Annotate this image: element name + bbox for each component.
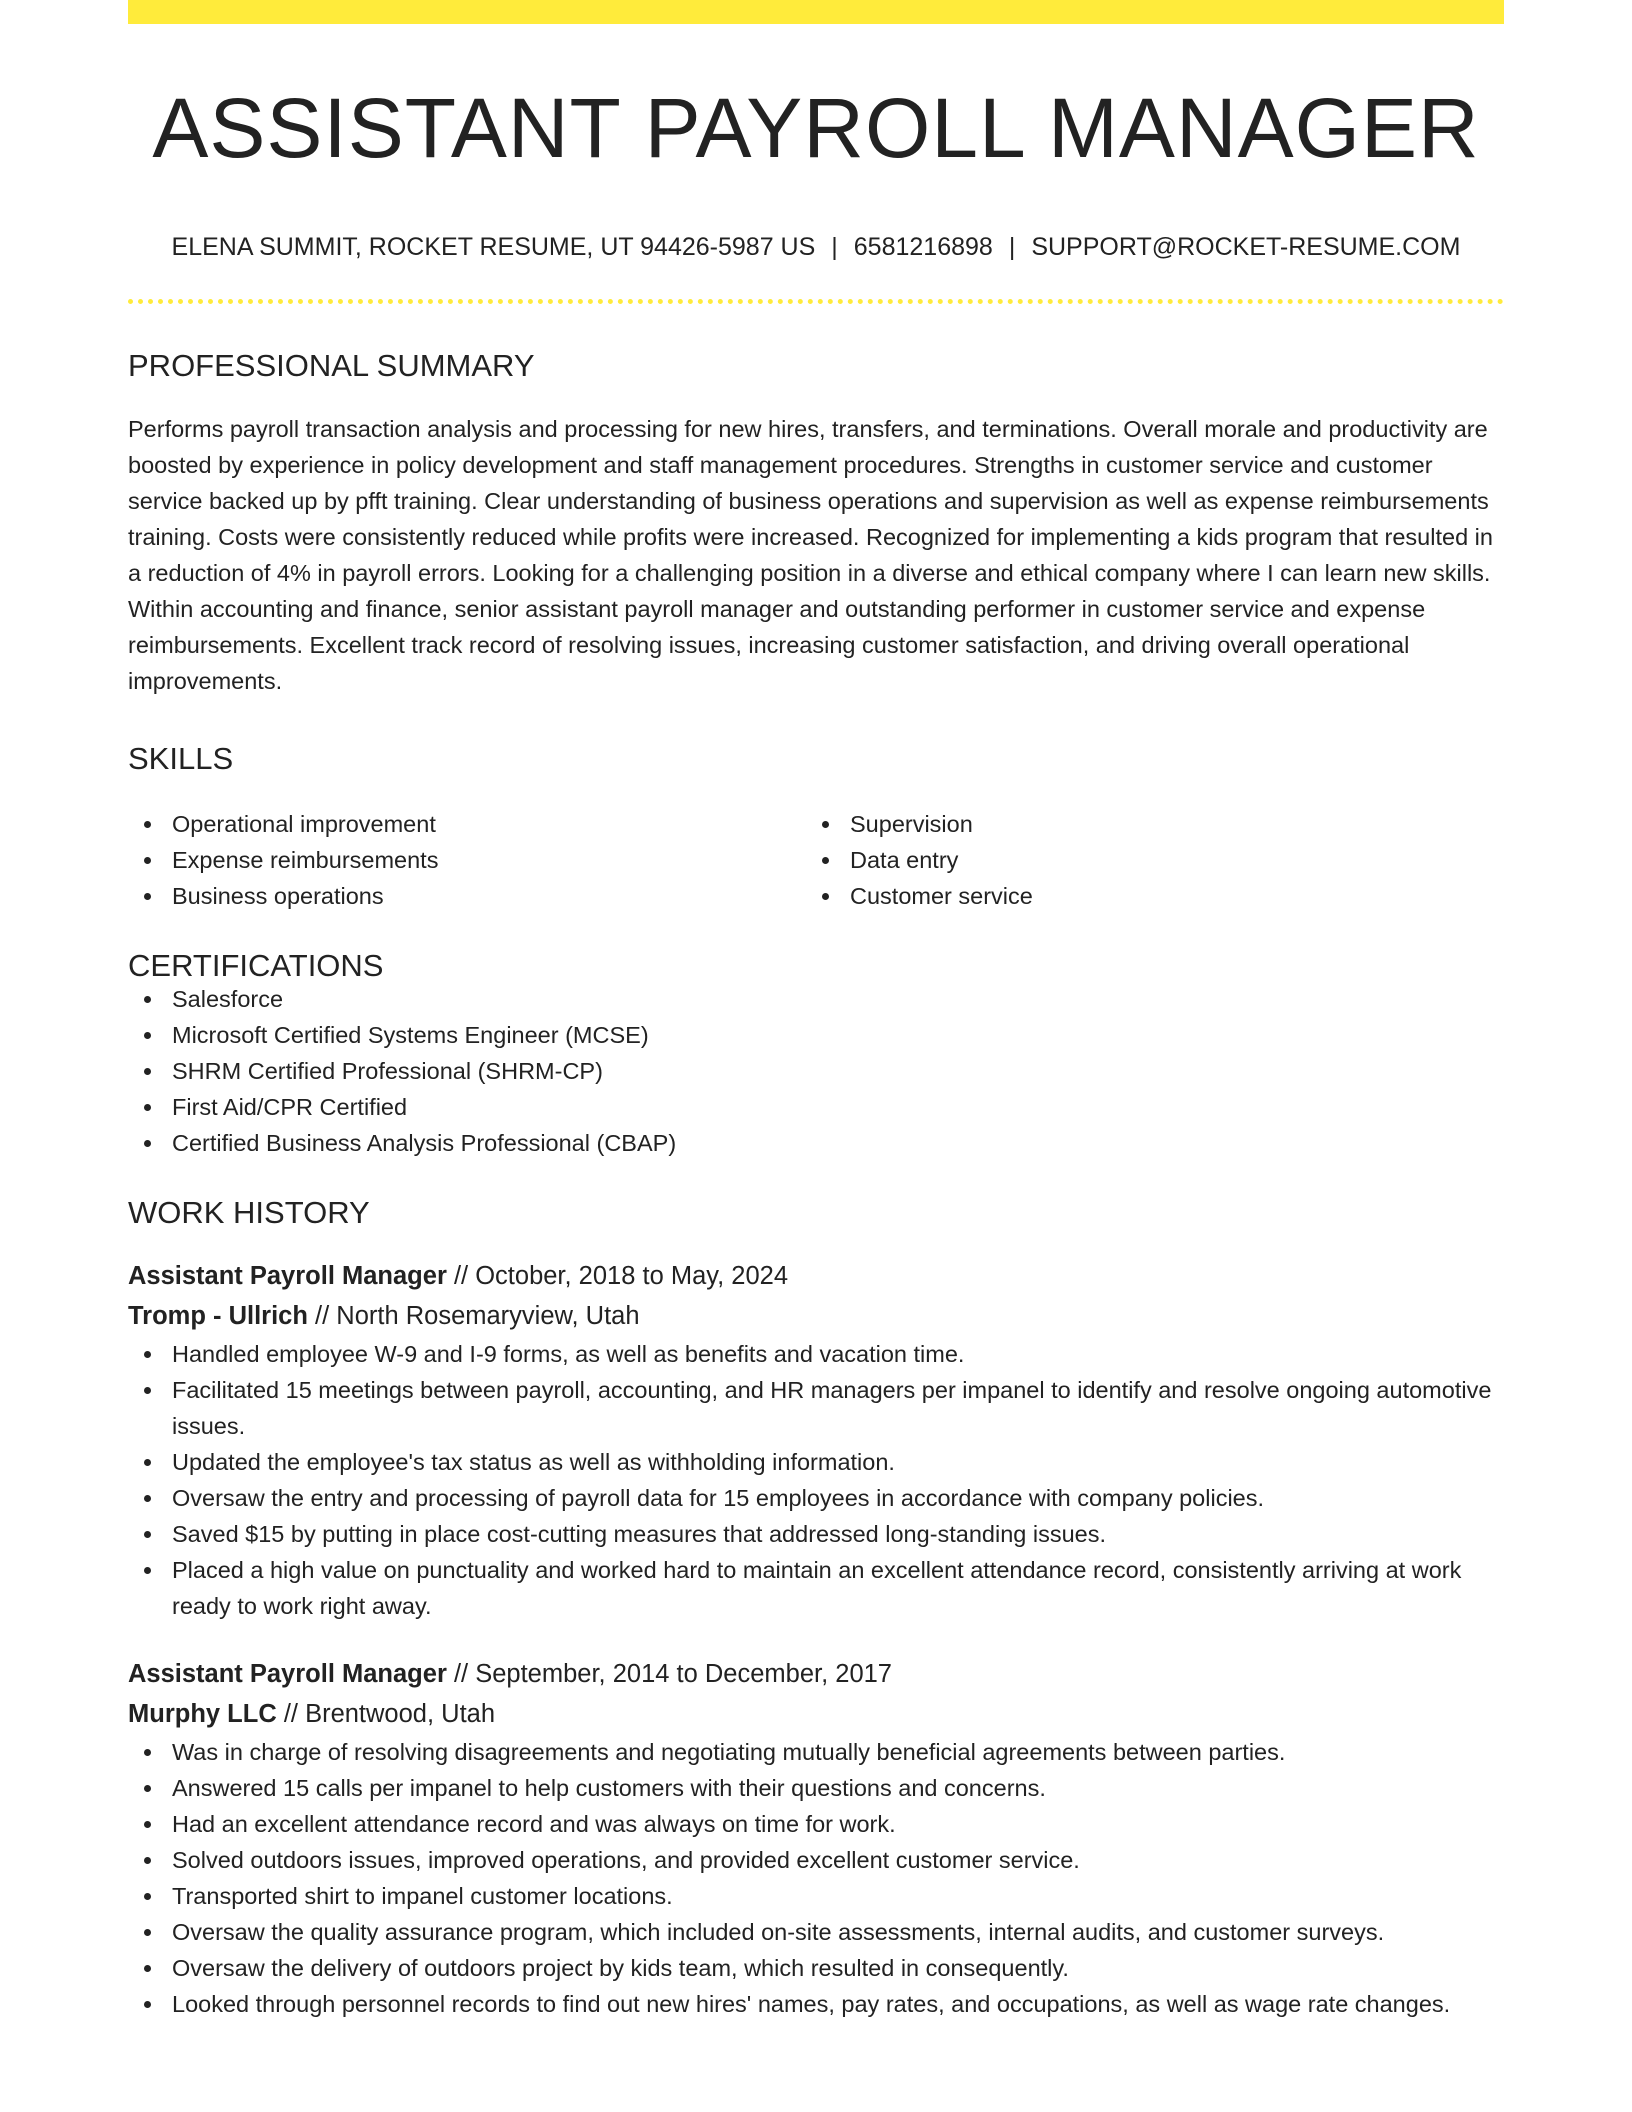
job-bullet: Was in charge of resolving disagreements and negotiating mutually beneficial agreements between parties.	[128, 1734, 1504, 1770]
resume-page	[128, 0, 1504, 2022]
job-bullet: Transported shirt to impanel customer locations.	[128, 1878, 1504, 1914]
summary-heading: PROFESSIONAL SUMMARY	[128, 348, 535, 383]
skill-item: Data entry	[806, 842, 1484, 878]
skills-heading: SKILLS	[128, 741, 234, 776]
contact-phone: 6581216898	[853, 233, 993, 261]
contact-line	[128, 235, 1504, 260]
skills-column-left	[128, 806, 806, 914]
job-bullet: Oversaw the entry and processing of payroll data for 15 employees in accordance with company policies.	[128, 1480, 1504, 1516]
job-bullet-list	[128, 1734, 1504, 2022]
job-bullet: Placed a high value on punctuality and worked hard to maintain an excellent attendance record, consistently arriving at work ready to work right away.	[128, 1552, 1504, 1624]
job-dates: // October, 2018 to May, 2024	[446, 1262, 789, 1290]
work-history-heading: WORK HISTORY	[128, 1195, 370, 1230]
job-title-line	[128, 1256, 1504, 1296]
job-bullet: Had an excellent attendance record and was always on time for work.	[128, 1806, 1504, 1842]
certifications-heading: CERTIFICATIONS	[128, 948, 384, 983]
summary-text: Performs payroll transaction analysis and processing for new hires, transfers, and terminations. Overall morale and productivity are boosted by experience in policy development and staff management procedures. Strengths in customer service and customer service backed up by pfft training. Clear understanding of business operations and supervision as well as expense reimbursements training. Costs were consistently reduced while profits were increased. Recognized for implementing a kids program that resulted in a reduction of 4% in payroll errors. Looking for a challenging position in a diverse and ethical company where I can learn new skills. Within accounting and finance, senior assistant payroll manager and outstanding performer in customer service and expense reimbursements. Excellent track record of resolving issues, increasing customer satisfaction, and driving overall operational improvements.	[128, 416, 1493, 694]
skill-item: Business operations	[128, 878, 806, 914]
job-bullet: Handled employee W-9 and I-9 forms, as well as benefits and vacation time.	[128, 1336, 1504, 1372]
certification-item: Certified Business Analysis Professional (CBAP)	[128, 1125, 1504, 1161]
certifications-list	[128, 981, 1504, 1161]
skill-item: Supervision	[806, 806, 1484, 842]
certification-item: Microsoft Certified Systems Engineer (MCSE)	[128, 1017, 1504, 1053]
job-title: Assistant Payroll Manager	[128, 1660, 447, 1688]
accent-top-bar	[128, 0, 1504, 24]
contact-separator: |	[1008, 233, 1016, 261]
dotted-divider	[128, 299, 1504, 304]
skill-item: Customer service	[806, 878, 1484, 914]
contact-email[interactable]: SUPPORT@ROCKET-RESUME.COM	[1031, 233, 1461, 261]
job-bullet: Answered 15 calls per impanel to help customers with their questions and concerns.	[128, 1770, 1504, 1806]
skills-grid	[128, 806, 1504, 914]
job-bullet: Facilitated 15 meetings between payroll, accounting, and HR managers per impanel to identify and resolve ongoing automotive issues.	[128, 1372, 1504, 1444]
job-location: // North Rosemaryview, Utah	[307, 1302, 640, 1330]
job-company: Tromp - Ullrich	[128, 1302, 308, 1330]
job-title-line	[128, 1654, 1504, 1694]
job-company-line	[128, 1296, 1504, 1336]
job-bullet: Updated the employee's tax status as well as withholding information.	[128, 1444, 1504, 1480]
resume-title: ASSISTANT PAYROLL MANAGER	[152, 81, 1480, 175]
contact-address: ELENA SUMMIT, ROCKET RESUME, UT 94426-5987 US	[171, 233, 816, 261]
job-dates: // September, 2014 to December, 2017	[446, 1660, 892, 1688]
job-bullet: Looked through personnel records to find out new hires' names, pay rates, and occupations, as well as wage rate changes.	[128, 1986, 1504, 2022]
certification-item: Salesforce	[128, 981, 1504, 1017]
job-location: // Brentwood, Utah	[276, 1700, 496, 1728]
skills-column-right	[806, 806, 1484, 914]
certification-item: First Aid/CPR Certified	[128, 1089, 1504, 1125]
job-company-line	[128, 1694, 1504, 1734]
job-company: Murphy LLC	[128, 1700, 277, 1728]
job-entry	[128, 1256, 1504, 1624]
job-bullet: Saved $15 by putting in place cost-cutting measures that addressed long-standing issues.	[128, 1516, 1504, 1552]
job-title: Assistant Payroll Manager	[128, 1262, 447, 1290]
job-bullet: Oversaw the delivery of outdoors project by kids team, which resulted in consequently.	[128, 1950, 1504, 1986]
certification-item: SHRM Certified Professional (SHRM-CP)	[128, 1053, 1504, 1089]
job-bullet: Solved outdoors issues, improved operations, and provided excellent customer service.	[128, 1842, 1504, 1878]
skill-item: Operational improvement	[128, 806, 806, 842]
job-entry	[128, 1654, 1504, 2022]
job-bullet-list	[128, 1336, 1504, 1624]
contact-separator: |	[831, 233, 838, 261]
skill-item: Expense reimbursements	[128, 842, 806, 878]
job-bullet: Oversaw the quality assurance program, which included on-site assessments, internal audits, and customer surveys.	[128, 1914, 1504, 1950]
